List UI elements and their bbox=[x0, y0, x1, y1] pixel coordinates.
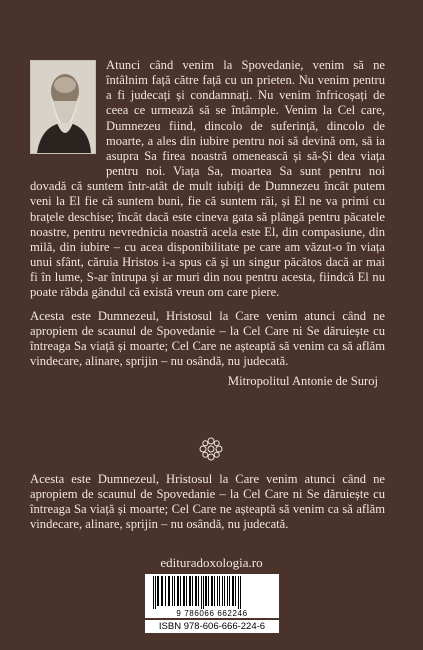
closing-paragraph: Acesta este Dumnezeul, Hristosul la Care venim atunci când ne apropiem de scaunul de Spovedanie – la Cel Care ni Se dăruiește cu întreaga Sa viață și moarte; Cel Care ne așteaptă să venim ca să aflăm vindecare, alinare, sprijin – nu osândă, nu judecată. bbox=[30, 472, 385, 532]
barcode-bar bbox=[189, 576, 191, 606]
barcode-bar bbox=[198, 576, 199, 606]
publisher-website[interactable]: edituradoxologia.ro bbox=[160, 555, 263, 570]
barcode-bars bbox=[145, 574, 279, 609]
floral-ornament-icon bbox=[198, 436, 224, 462]
barcode-bar bbox=[240, 576, 241, 609]
quote-text bbox=[30, 58, 385, 369]
barcode-bar bbox=[227, 576, 228, 606]
barcode-bar bbox=[157, 576, 159, 606]
barcode-bar bbox=[203, 576, 204, 609]
barcode-digits: 9 786066 662246 bbox=[145, 609, 279, 618]
barcode-bar bbox=[165, 576, 166, 606]
barcode-bar bbox=[183, 576, 185, 606]
barcode-bar bbox=[155, 576, 156, 609]
barcode-bar bbox=[214, 576, 215, 606]
quote-paragraph-1: Atunci când venim la Spovedanie, venim să ne întâlnim față către față cu un prieten. Nu venim pentru a fi judecați și condamnați. Nu venim înfricoșați de ceea ce urmează să se întâmple. Venim la Cel care, Dumnezeu fiind, dincolo de suferință, dincolo de moarte, a ales din iubire pentru noi să devină om, să ia asupra Sa firea noastră omenească și să-Și dea viața pentru noi. Viața Sa, moartea Sa sunt pentru noi dovadă că suntem într-atât de mult iubiți de Dumnezeu încât putem veni la El fie că suntem buni, fie că suntem răi, și El ne va primi cu brațele deschise; încât dacă este cineva gata să plângă pentru păcatele noastre, pentru nevrednicia noastră acela este El, din compasiune, din milă, din iubire – cu acea disponibilitate pe care am văzut-o în viața unui sfânt, căruia Hristos i-a spus că și un singur păcătos dacă ar mai fi în lume, S-ar întrupa și ar muri din nou pentru acesta, fiindcă El nu poate răbda gândul că există vreun om care piere. bbox=[30, 58, 385, 300]
barcode-bar bbox=[192, 576, 193, 606]
isbn-barcode bbox=[145, 574, 279, 618]
barcode-bar bbox=[168, 576, 170, 606]
isbn-number: ISBN 978-606-666-224-6 bbox=[145, 620, 279, 633]
barcode-bar bbox=[161, 576, 163, 606]
barcode-bar bbox=[235, 576, 236, 606]
barcode-bar bbox=[153, 576, 154, 609]
barcode-bar bbox=[211, 576, 213, 606]
barcode-bar bbox=[219, 576, 220, 606]
barcode-bar bbox=[229, 576, 230, 606]
quote-paragraph-2: Acesta este Dumnezeul, Hristosul la Care venim atunci când ne apropiem de scaunul de Spovedanie – la Cel Care ni Se dăruiește cu întreaga Sa viață și moarte; Cel Care ne așteaptă să venim ca să aflăm vindecare, alinare, sprijin – nu osândă, nu judecată. bbox=[30, 308, 385, 368]
barcode-bar bbox=[224, 576, 225, 606]
portrait-spacer bbox=[30, 58, 106, 178]
barcode-bar bbox=[186, 576, 187, 606]
barcode-bar bbox=[180, 576, 181, 606]
barcode-bar bbox=[217, 576, 218, 606]
author-signature: Mitropolitul Antonie de Suroj bbox=[227, 374, 378, 388]
barcode-bar bbox=[205, 576, 207, 606]
barcode-bar bbox=[238, 576, 239, 609]
barcode-bar bbox=[222, 576, 223, 606]
barcode-bar bbox=[232, 576, 234, 606]
barcode-bar bbox=[195, 576, 197, 606]
barcode-bar bbox=[208, 576, 209, 606]
barcode-bar bbox=[172, 576, 173, 606]
barcode-bar bbox=[174, 576, 175, 606]
barcode-bar bbox=[177, 576, 179, 606]
barcode-bar bbox=[201, 576, 202, 609]
